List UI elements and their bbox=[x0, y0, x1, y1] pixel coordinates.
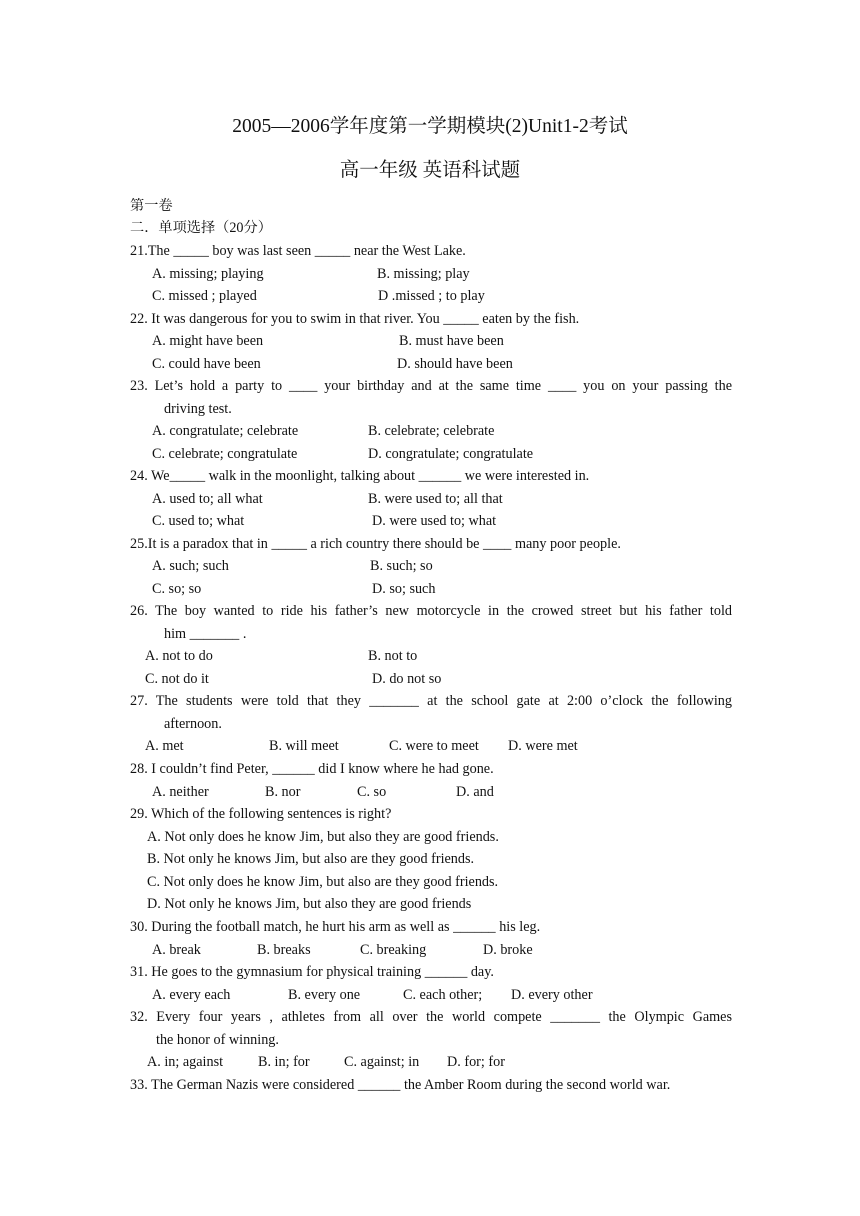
question-25-stem: 25.It is a paradox that in _____ a rich country there should be ____ many poor people. bbox=[130, 536, 621, 552]
question-27-option-a: A. met bbox=[145, 738, 184, 754]
question-28-option-c: C. so bbox=[357, 784, 387, 800]
question-21-stem: 21.The _____ boy was last seen _____ near the West Lake. bbox=[130, 243, 466, 259]
question-30-option-a: A. break bbox=[152, 942, 201, 958]
exam-title: 2005—2006学年度第一学期模块(2)Unit1-2考试 bbox=[232, 116, 628, 137]
question-26-option-a: A. not to do bbox=[145, 648, 213, 664]
question-29-stem: 29. Which of the following sentences is right? bbox=[130, 806, 392, 822]
question-24-option-d: D. were used to; what bbox=[372, 513, 497, 529]
question-31-option-a: A. every each bbox=[152, 987, 231, 1003]
question-22-option-b: B. must have been bbox=[399, 333, 504, 349]
question-31-option-c: C. each other; bbox=[403, 987, 483, 1003]
question-28-option-b: B. nor bbox=[265, 784, 301, 800]
question-32-stem-line1: 32. Every four years , athletes from all over the world compete _______ the Olympic Games bbox=[130, 1009, 732, 1025]
question-27-option-c: C. were to meet bbox=[389, 738, 479, 754]
question-30-option-c: C. breaking bbox=[360, 942, 427, 958]
question-31-option-d: D. every other bbox=[511, 987, 593, 1003]
question-21-option-a: A. missing; playing bbox=[152, 266, 264, 282]
question-24-option-c: C. used to; what bbox=[152, 513, 245, 529]
question-21-option-d: D .missed ; to play bbox=[378, 288, 485, 304]
question-28-option-d: D. and bbox=[456, 784, 494, 800]
question-26-stem-line2: him _______ . bbox=[164, 626, 247, 642]
question-28-stem: 28. I couldn’t find Peter, ______ did I know where he had gone. bbox=[130, 761, 494, 777]
question-30-option-d: D. broke bbox=[483, 942, 533, 958]
question-24-option-a: A. used to; all what bbox=[152, 491, 263, 507]
question-27-option-d: D. were met bbox=[508, 738, 578, 754]
question-31-stem: 31. He goes to the gymnasium for physical training ______ day. bbox=[130, 964, 494, 980]
question-24-stem: 24. We_____ walk in the moonlight, talking about ______ we were interested in. bbox=[130, 468, 590, 484]
section-heading: 第一卷 bbox=[130, 198, 173, 214]
question-29-option-c: C. Not only does he know Jim, but also are they good friends. bbox=[147, 874, 499, 890]
question-23-option-d: D. congratulate; congratulate bbox=[368, 446, 534, 462]
question-24-option-b: B. were used to; all that bbox=[368, 491, 503, 507]
question-23-stem-line1: 23. Let’s hold a party to ____ your birthday and at the same time ____ you on your passing the bbox=[130, 378, 732, 394]
question-27-option-b: B. will meet bbox=[269, 738, 339, 754]
question-22-option-a: A. might have been bbox=[152, 333, 264, 349]
question-21-option-b: B. missing; play bbox=[377, 266, 470, 282]
question-32-option-d: D. for; for bbox=[447, 1054, 505, 1070]
question-23-stem-line2: driving test. bbox=[164, 401, 232, 417]
question-32-option-a: A. in; against bbox=[147, 1054, 224, 1070]
question-25-option-b: B. such; so bbox=[370, 558, 433, 574]
question-25-option-a: A. such; such bbox=[152, 558, 229, 574]
question-32-option-b: B. in; for bbox=[258, 1054, 310, 1070]
question-30-stem: 30. During the football match, he hurt his arm as well as ______ his leg. bbox=[130, 919, 541, 935]
question-22-option-c: C. could have been bbox=[152, 356, 261, 372]
question-23-option-b: B. celebrate; celebrate bbox=[368, 423, 495, 439]
question-29-option-b: B. Not only he knows Jim, but also are they good friends. bbox=[147, 851, 475, 867]
question-32-option-c: C. against; in bbox=[344, 1054, 420, 1070]
question-23-option-a: A. congratulate; celebrate bbox=[152, 423, 299, 439]
question-28-option-a: A. neither bbox=[152, 784, 209, 800]
question-31-option-b: B. every one bbox=[288, 987, 361, 1003]
question-26-stem-line1: 26. The boy wanted to ride his father’s new motorcycle in the crowed street but his father told bbox=[130, 603, 732, 619]
part-heading: 二．单项选择（20分） bbox=[130, 220, 272, 236]
question-25-option-d: D. so; such bbox=[372, 581, 436, 597]
question-29-option-a: A. Not only does he know Jim, but also they are good friends. bbox=[147, 829, 499, 845]
question-21-option-c: C. missed ; played bbox=[152, 288, 257, 304]
question-27-stem-line1: 27. The students were told that they _______ at the school gate at 2:00 o’clock the following bbox=[130, 693, 732, 709]
question-29-option-d: D. Not only he knows Jim, but also they are good friends bbox=[147, 896, 472, 912]
question-26-option-b: B. not to bbox=[368, 648, 418, 664]
question-25-option-c: C. so; so bbox=[152, 581, 202, 597]
question-30-option-b: B. breaks bbox=[257, 942, 311, 958]
question-26-option-d: D. do not so bbox=[372, 671, 442, 687]
question-32-stem-line2: the honor of winning. bbox=[156, 1032, 279, 1048]
question-22-option-d: D. should have been bbox=[397, 356, 513, 372]
question-23-option-c: C. celebrate; congratulate bbox=[152, 446, 298, 462]
exam-subtitle: 高一年级 英语科试题 bbox=[339, 160, 521, 181]
question-33-stem: 33. The German Nazis were considered ______ the Amber Room during the second world war. bbox=[130, 1077, 671, 1093]
question-27-stem-line2: afternoon. bbox=[164, 716, 222, 732]
question-22-stem: 22. It was dangerous for you to swim in that river. You _____ eaten by the fish. bbox=[130, 311, 580, 327]
question-26-option-c: C. not do it bbox=[145, 671, 209, 687]
